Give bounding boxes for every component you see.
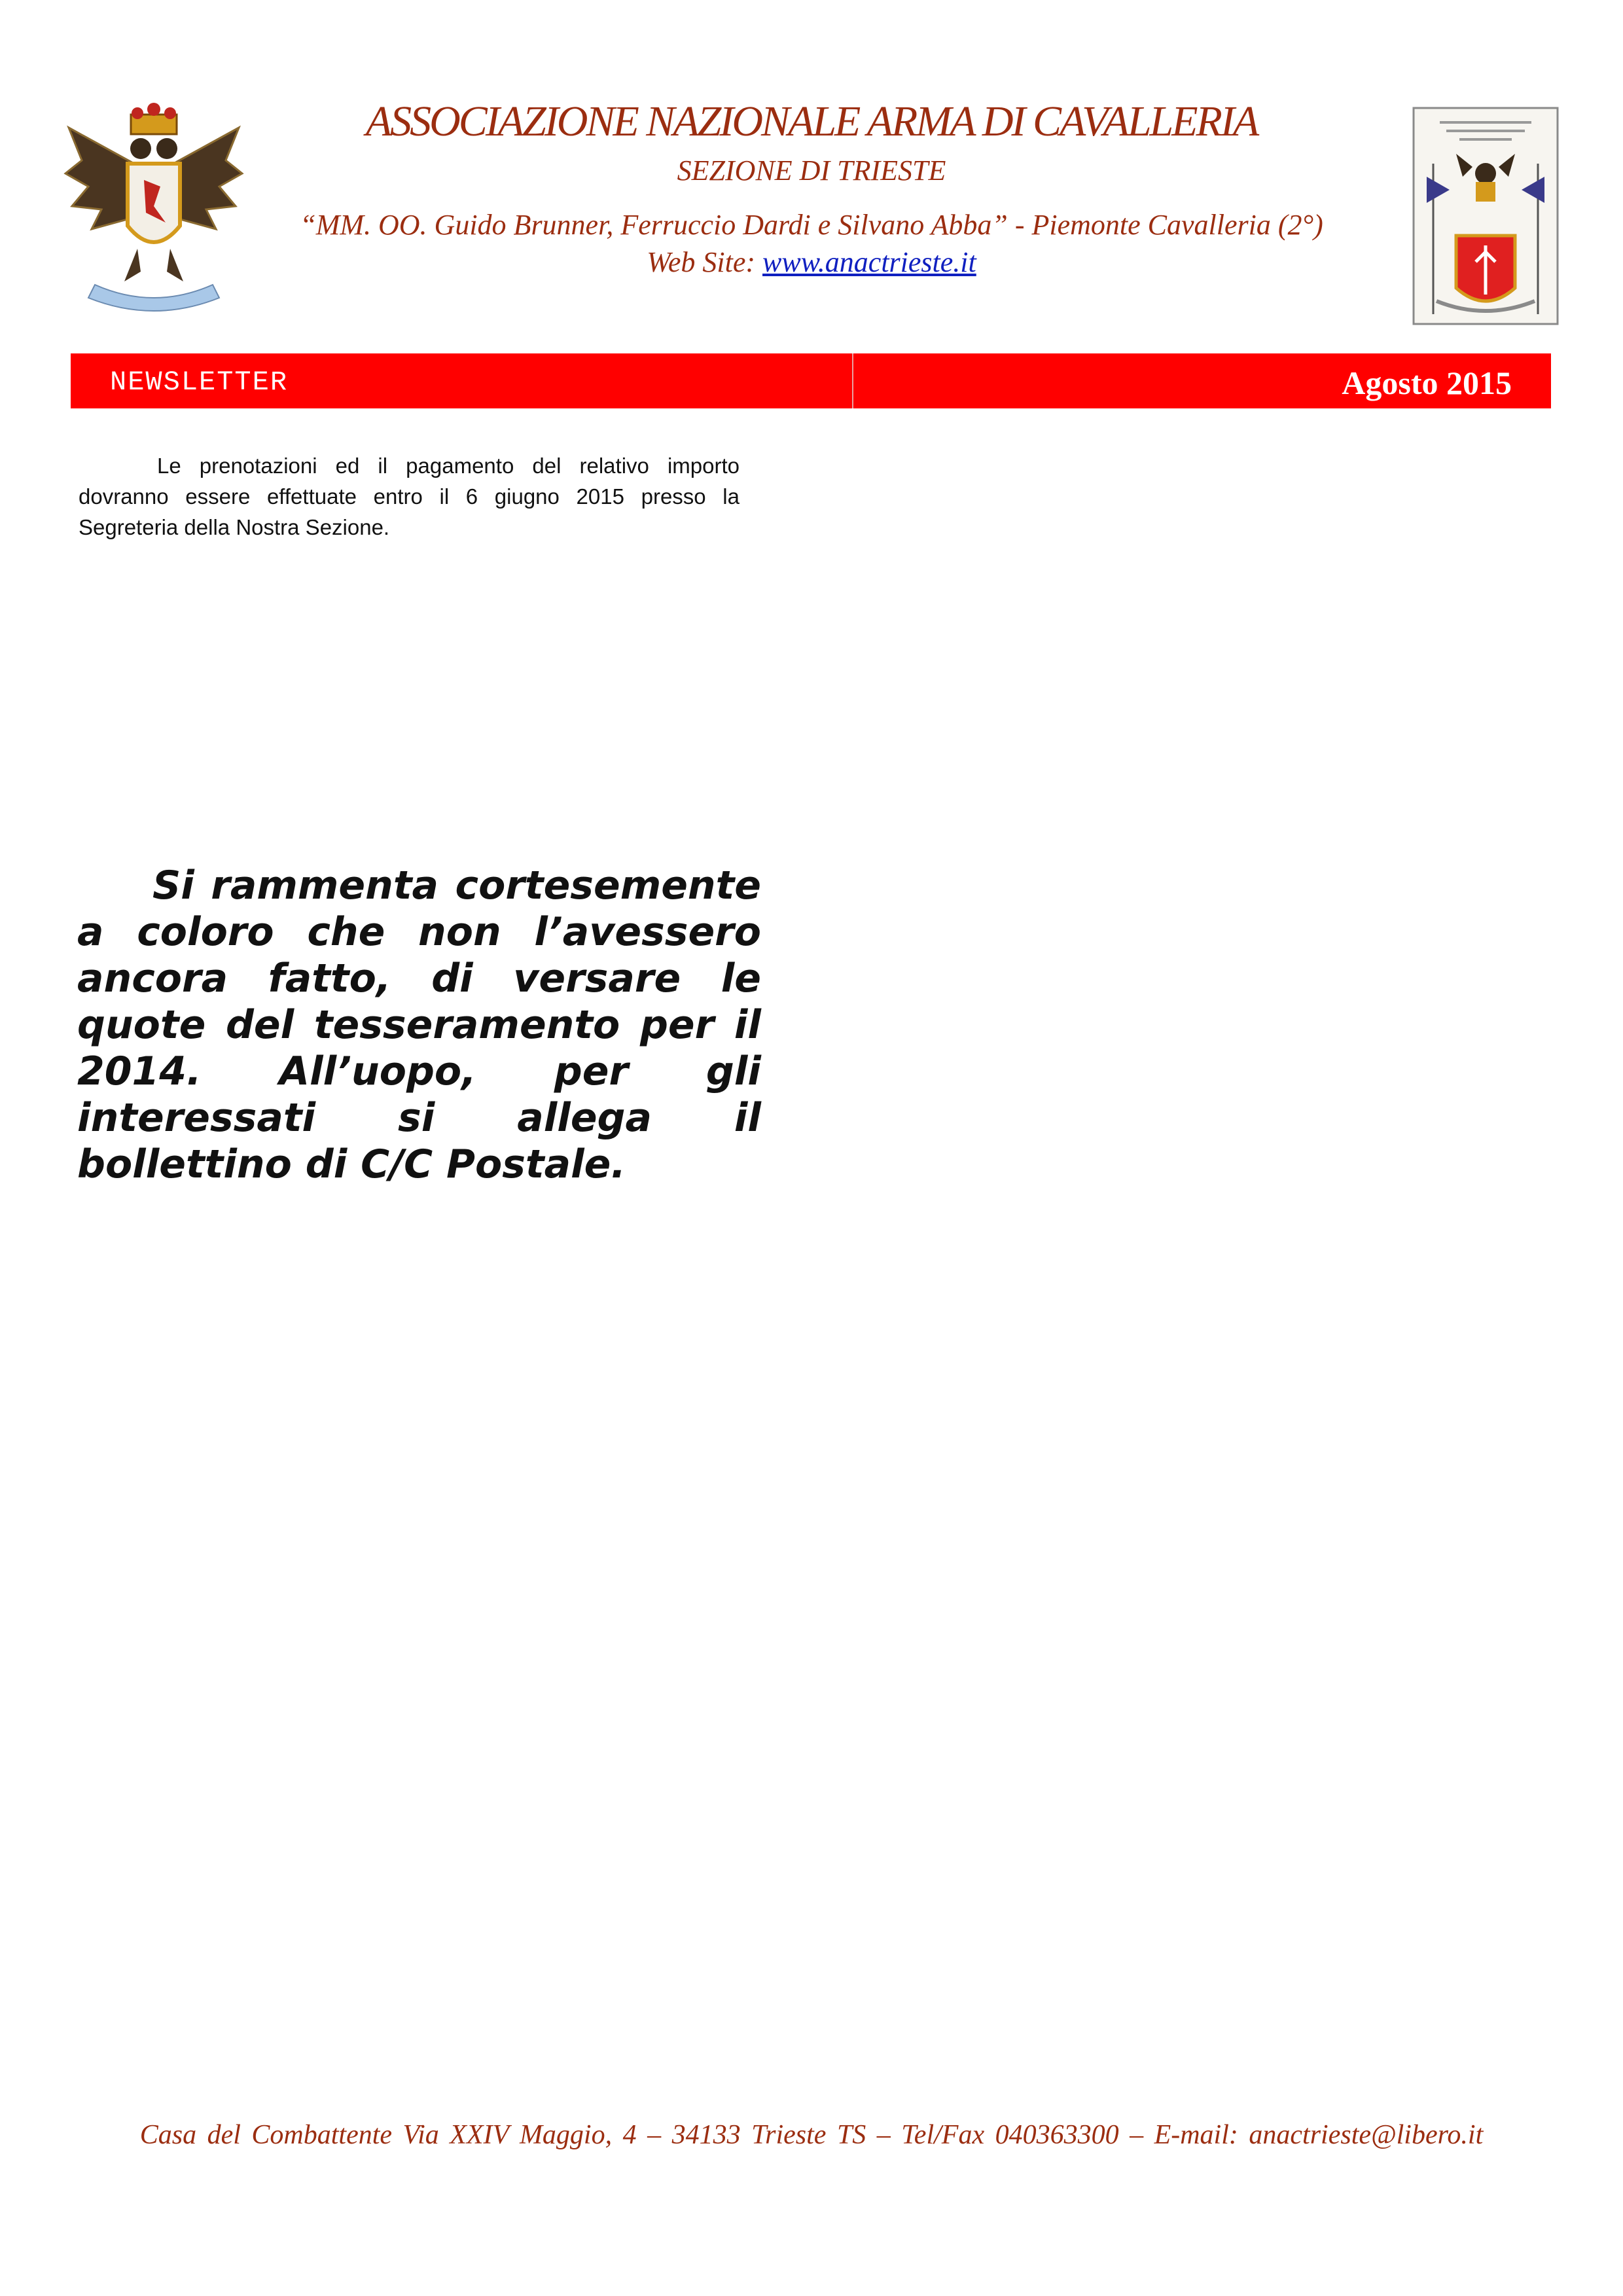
organization-title: ASSOCIAZIONE NAZIONALE ARMA DI CAVALLERIA (365, 98, 1258, 145)
website-link[interactable]: www.anactrieste.it (762, 246, 976, 278)
issue-date: Agosto 2015 (1342, 365, 1512, 401)
section-title: SEZIONE DI TRIESTE (677, 154, 946, 187)
intro-paragraph: Le prenotazioni ed il pagamento del relativo importo dovranno essere effettuate entro il 6 giugno 2015 presso la Segreteria della Nostra Sezione. (79, 454, 740, 539)
section-crest-right-logo (1410, 105, 1561, 327)
membership-reminder: Si rammenta cortesemente a coloro che non l’avessero ancora fatto, di versare le quote del tesseramento per il 2014. All’uopo, per gli interessati si allega il bollettino di C/C Postale. (77, 863, 761, 1187)
banner-divider (852, 353, 853, 408)
website-label: Web Site: (647, 246, 763, 278)
newsletter-label: NEWSLETTER (110, 367, 289, 398)
newsletter-banner (71, 353, 1551, 408)
dedication-subtitle: “MM. OO. Guido Brunner, Ferruccio Dardi e Silvano Abba” - Piemonte Cavalleria (2°) (300, 209, 1323, 241)
coat-of-arms-left-logo (62, 101, 245, 317)
footer-contact: Casa del Combattente Via XXIV Maggio, 4 – 34133 Trieste TS – Tel/Fax 040363300 – E-mail: anactrieste@libero.it (139, 2120, 1484, 2150)
website-line (275, 245, 1348, 279)
